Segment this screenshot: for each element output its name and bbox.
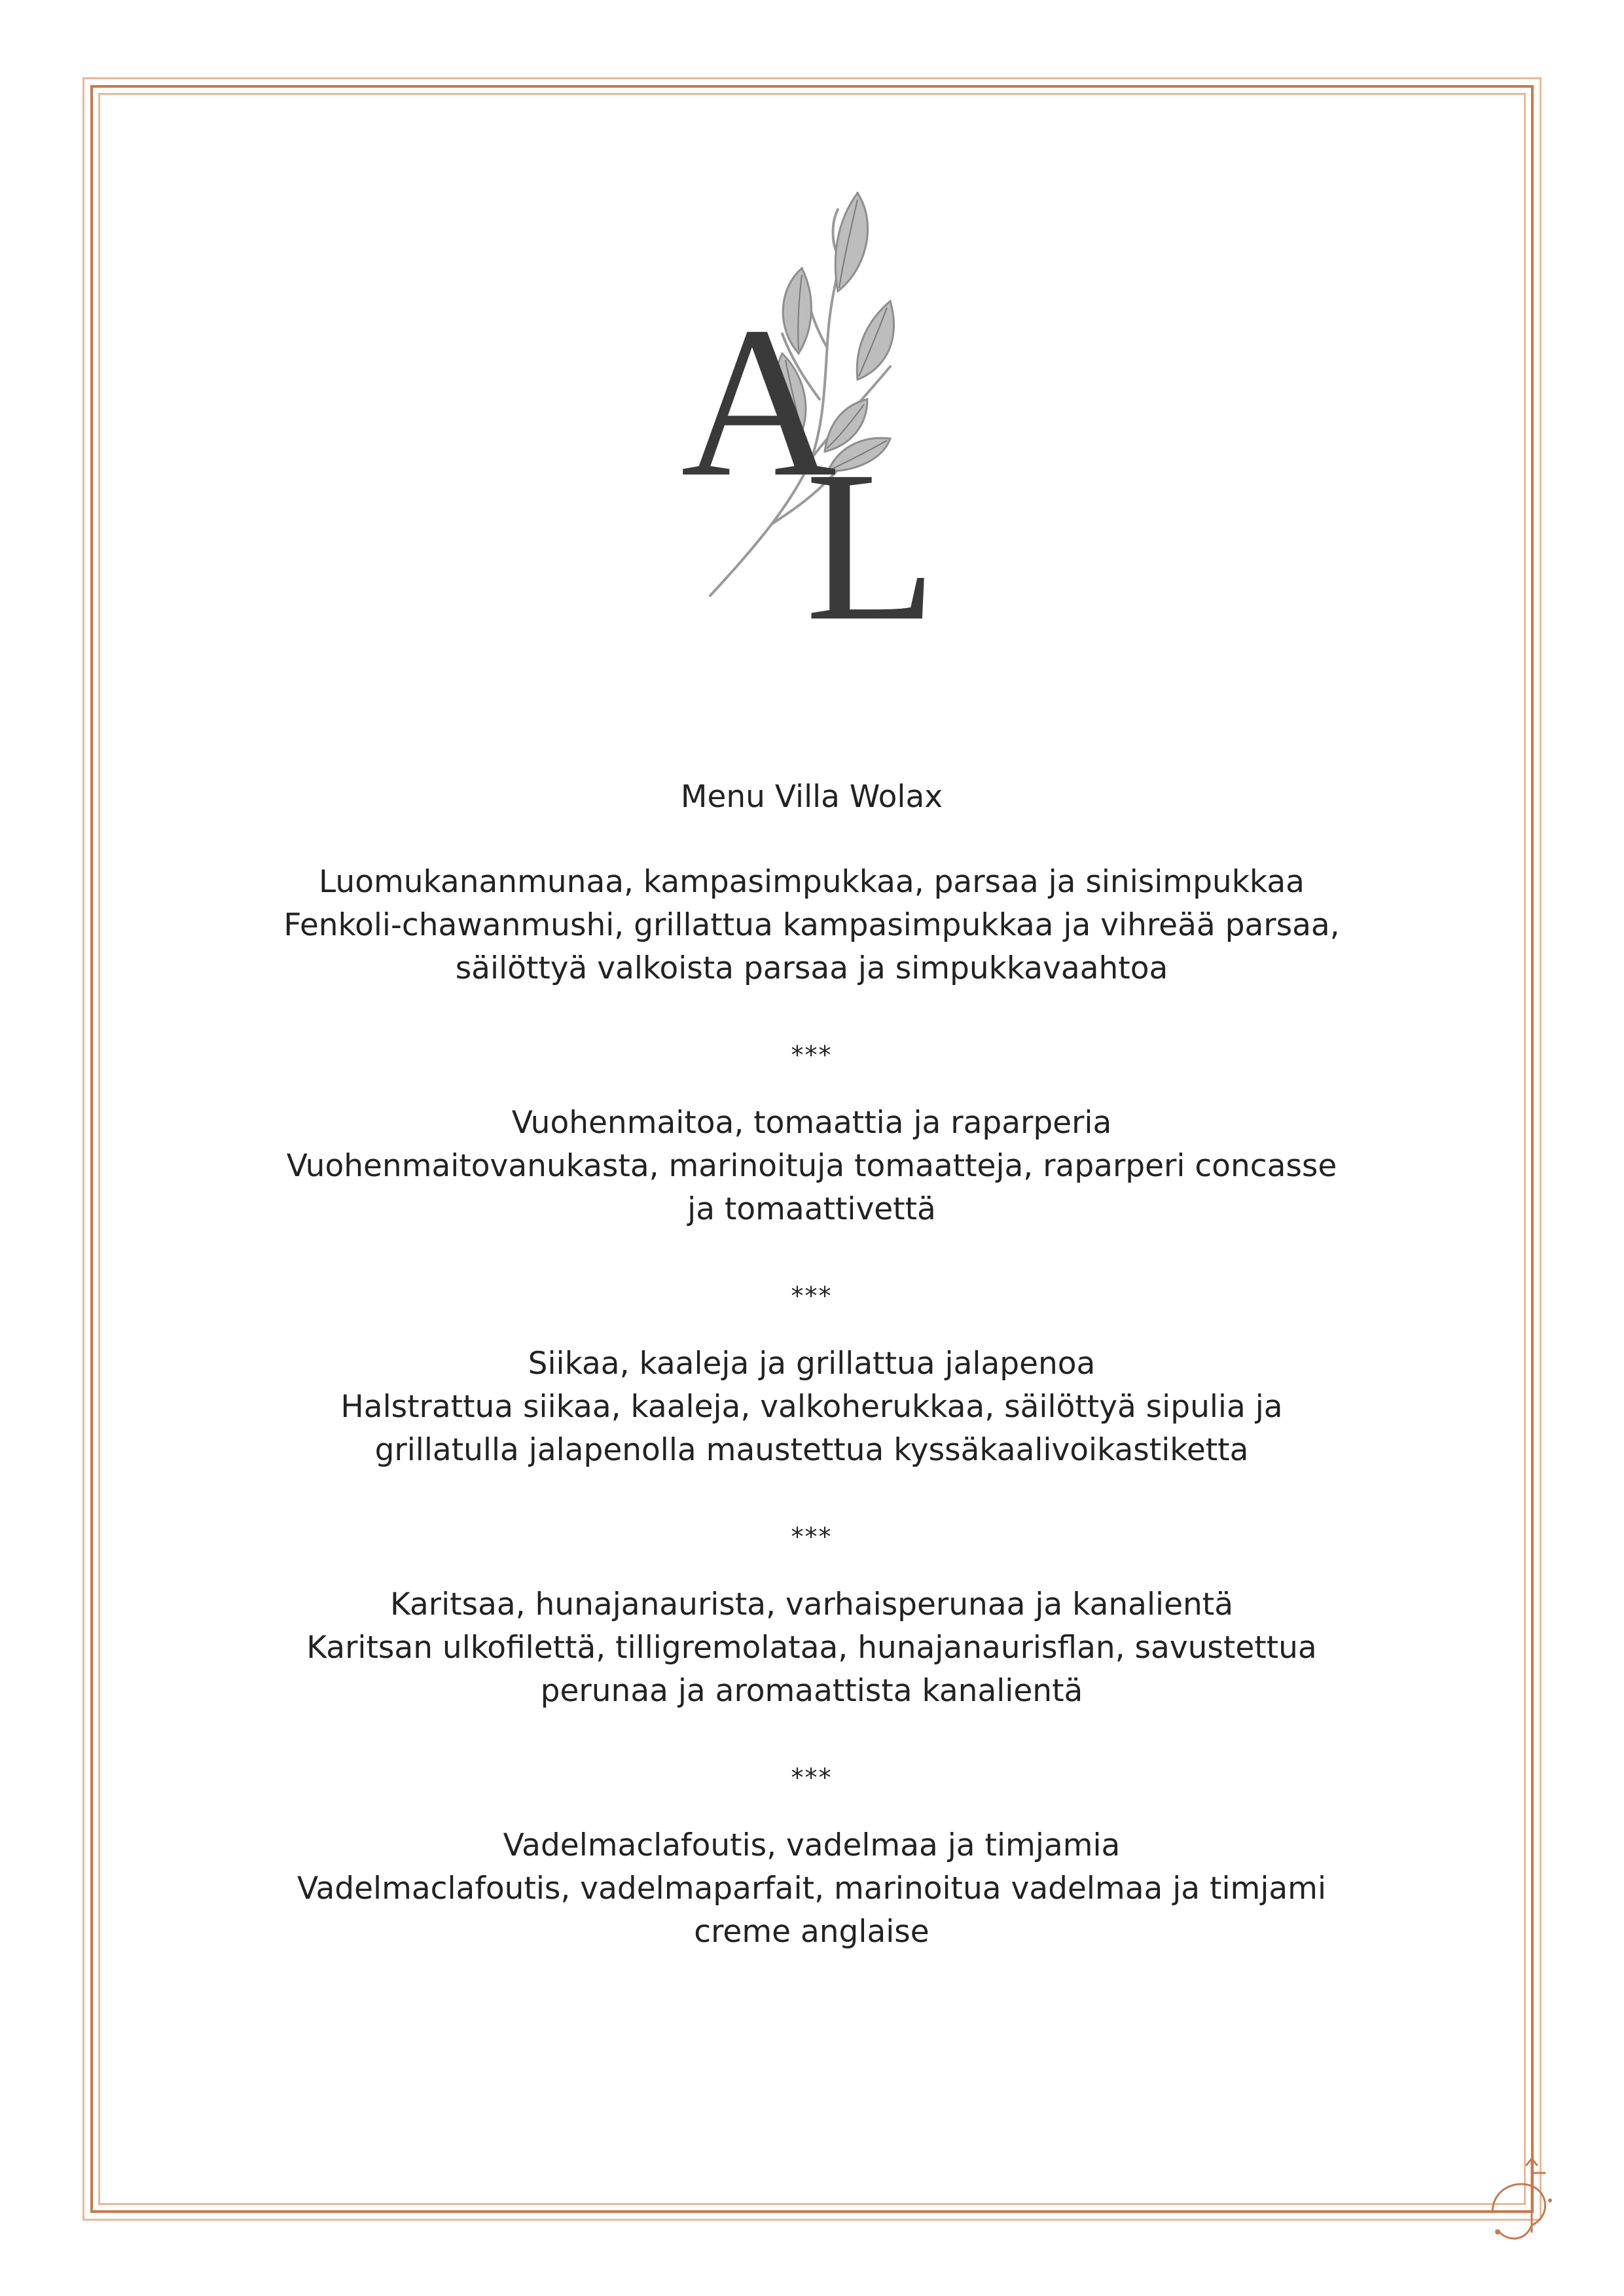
course-1 [190, 861, 1434, 990]
menu-content [190, 776, 1434, 1954]
course-2 [190, 1102, 1434, 1231]
course-separator: *** [791, 1041, 833, 1069]
course-name: Vadelmaclafoutis, vadelmaa ja timjamia [503, 1827, 1121, 1863]
corner-flourish-icon [1486, 2153, 1558, 2245]
monogram-letter-l: L [805, 427, 937, 641]
monogram-letter-a: A [681, 283, 837, 522]
course-description-line: Vuohenmaitovanukasta, marinoituja tomaatteja, raparperi concasse [286, 1148, 1337, 1184]
course-5 [190, 1824, 1434, 1954]
course-description-line: grillatulla jalapenolla maustettua kyssäkaalivoikastiketta [374, 1432, 1249, 1468]
course-description-line: ja tomaattivettä [687, 1191, 936, 1227]
course-separator: *** [791, 1522, 833, 1551]
course-description-line: creme anglaise [694, 1914, 929, 1950]
course-name: Karitsaa, hunajanaurista, varhaisperunaa ja kanalientä [389, 1587, 1234, 1623]
leaf-icon [835, 193, 867, 291]
course-description-line: perunaa ja aromaattista kanalientä [540, 1673, 1083, 1709]
course-4 [190, 1583, 1434, 1713]
course-separator: *** [791, 1282, 833, 1310]
course-description-line: säilöttyä valkoista parsaa ja simpukkavaahtoa [455, 950, 1168, 986]
course-description-line: Karitsan ulkofilettä, tilligremolataa, hunajanaurisflan, savustettua [306, 1630, 1317, 1666]
menu-title: Menu Villa Wolax [680, 779, 943, 815]
course-description-line: Fenkoli-chawanmushi, grillattua kampasimpukkaa ja vihreää parsaa, [283, 907, 1340, 943]
course-name: Luomukananmunaa, kampasimpukkaa, parsaa ja sinisimpukkaa [319, 864, 1305, 900]
course-3 [190, 1342, 1434, 1472]
course-separator: *** [791, 1763, 833, 1792]
monogram-logo [641, 183, 982, 641]
course-description-line: Halstrattua siikaa, kaaleja, valkoherukkaa, säilöttyä sipulia ja [340, 1389, 1283, 1425]
course-description-line: Vadelmaclafoutis, vadelmaparfait, marinoitua vadelmaa ja timjami [297, 1871, 1327, 1907]
course-name: Siikaa, kaaleja ja grillattua jalapenoa [528, 1346, 1096, 1382]
course-name: Vuohenmaitoa, tomaattia ja raparperia [511, 1105, 1112, 1141]
